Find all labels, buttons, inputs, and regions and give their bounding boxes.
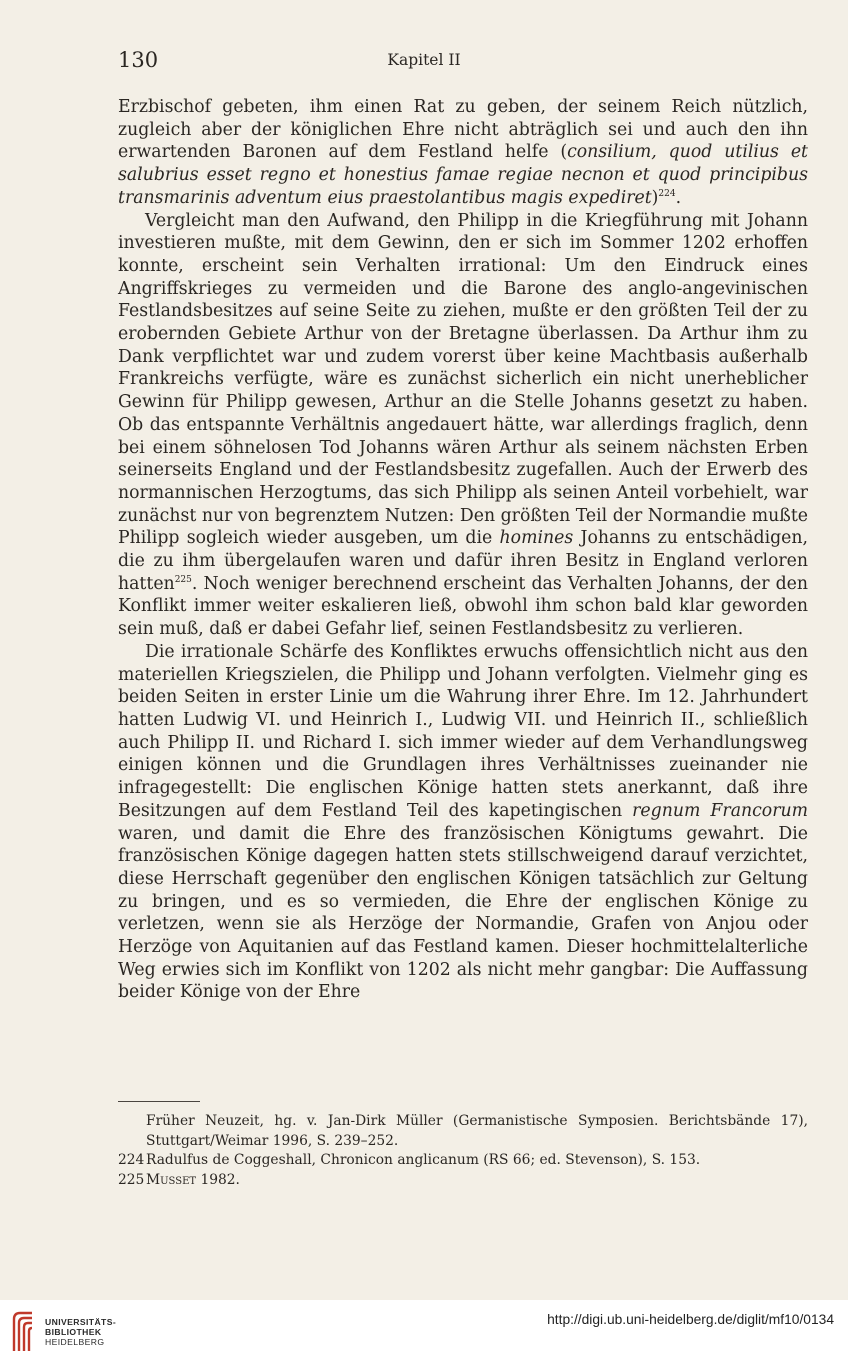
footnote-continuation: Früher Neuzeit, hg. v. Jan-Dirk Müller (Germanistische Symposien. Berichtsbände 17), Stuttgart/Weimar 1996, S. 239–252. xyxy=(146,1113,808,1149)
body-text xyxy=(118,96,808,1004)
footnote-224: 224 Radulfus de Coggeshall, Chronicon anglicanum (RS 66; ed. Stevenson), S. 153. xyxy=(118,1152,701,1168)
permalink-url[interactable]: http://digi.ub.uni-heidelberg.de/diglit/mf10/0134 xyxy=(547,1312,834,1327)
footnote-ref-224[interactable]: 224 xyxy=(658,188,676,199)
library-name: UNIVERSITÄTS- BIBLIOTHEK HEIDELBERG xyxy=(45,1317,117,1347)
paragraph-3: Die irrationale Schärfe des Konfliktes erwuchs offensichtlich nicht aus den materiellen Kriegszielen, die Philipp und Johann verfolgten. Vielmehr ging es beiden Seiten in erster Linie um die Wahrung ihrer Ehre. Im 12. Jahrhundert hatten Ludwig VI. und Heinrich I., Ludwig VII. und Heinrich II., schließlich auch Philipp II. und Richard I. sich immer wieder auf dem Verhandlungsweg einigen können und die Grundlagen ihres Verhältnisses zueinander nie infragegestellt: Die englischen Könige hatten stets anerkannt, daß ihre Besitzungen auf dem Festland Teil des kapetingischen regnum Francorum waren, und damit die Ehre des französischen Königtums gewahrt. Die französischen Könige dagegen hatten stets stillschweigend darauf verzichtet, diese Herrschaft gegenüber den englischen Königen tatsächlich zur Geltung zu bringen, und es so vermieden, die Ehre der englischen Könige zu verletzen, wenn sie als Herzöge der Normandie, Grafen von Anjou oder Herzöge von Aquitanien auf das Festland kamen. Dieser hochmittelalterliche Weg erwies sich im Konflikt von 1202 als nicht mehr gangbar: Die Auffassung beider Könige von der Ehre xyxy=(118,641,808,1003)
paragraph-2: Vergleicht man den Aufwand, den Philipp in die Kriegführung mit Johann investieren mußte, mit dem Gewinn, den er sich im Sommer 1202 erhoffen konnte, erscheint sein Verhalten irrational: Um den Eindruck eines Angriffskrieges zu vermeiden und die Barone des anglo-angevinischen Festlandsbesitzes auf seine Seite zu ziehen, mußte er den größten Teil der zu erobernden Gebiete Arthur von der Bretagne überlassen. Da Arthur ihm zu Dank verpflichtet war und zudem vorerst über keine Machtbasis außerhalb Frankreichs verfügte, wäre es zunächst sicherlich ein nicht unerheblicher Gewinn für Philipp gewesen, Arthur an die Stelle Johanns gesetzt zu haben. Ob das entspannte Verhältnis angedauert hätte, war allerdings fraglich, denn bei einem söhnelosen Tod Johanns wären Arthur als seinem nächsten Erben seinerseits England und der Festlandsbesitz zugefallen. Auch der Erwerb des normannischen Herzogtums, das sich Philipp als seinen Anteil vorbehielt, war zunächst nur von begrenztem Nutzen: Den größten Teil der Normandie mußte Philipp sogleich wieder ausgeben, um die homines Johanns zu entschädigen, die zu ihm übergelaufen waren und dafür ihren Besitz in England verloren hatten$^{225}$. Noch weniger berechnend erscheint das Verhalten Johanns, der den Konflikt immer weiter eskalieren ließ, obwohl ihm schon bald klar geworden sein muß, daß er dabei Gefahr lief, seinen Festlandsbesitz zu verlieren. xyxy=(118,210,809,640)
footnote-divider xyxy=(118,1101,200,1102)
paragraph-1: Erzbischof gebeten, ihm einen Rat zu geben, der seinem Reich nützlich, zugleich aber der königlichen Ehre nicht abträglich sei und auch den ihn erwartenden Baronen auf dem Festland helfe (consilium, quod utilius et salubrius esset regno et honestius famae regiae necnon et quod principibus transmarinis adventum eius praestolantibus magis expediret)$^{224}$. xyxy=(118,97,809,208)
running-title: Kapitel II xyxy=(387,51,461,69)
footnote-225: 225 Musset 1982. xyxy=(118,1171,240,1188)
viewer-footer xyxy=(0,1300,848,1363)
footnotes xyxy=(118,1112,808,1190)
library-logo-icon[interactable] xyxy=(10,1305,36,1355)
page-number: 130 xyxy=(118,48,159,72)
footnote-ref-225[interactable]: 225 xyxy=(174,574,192,585)
